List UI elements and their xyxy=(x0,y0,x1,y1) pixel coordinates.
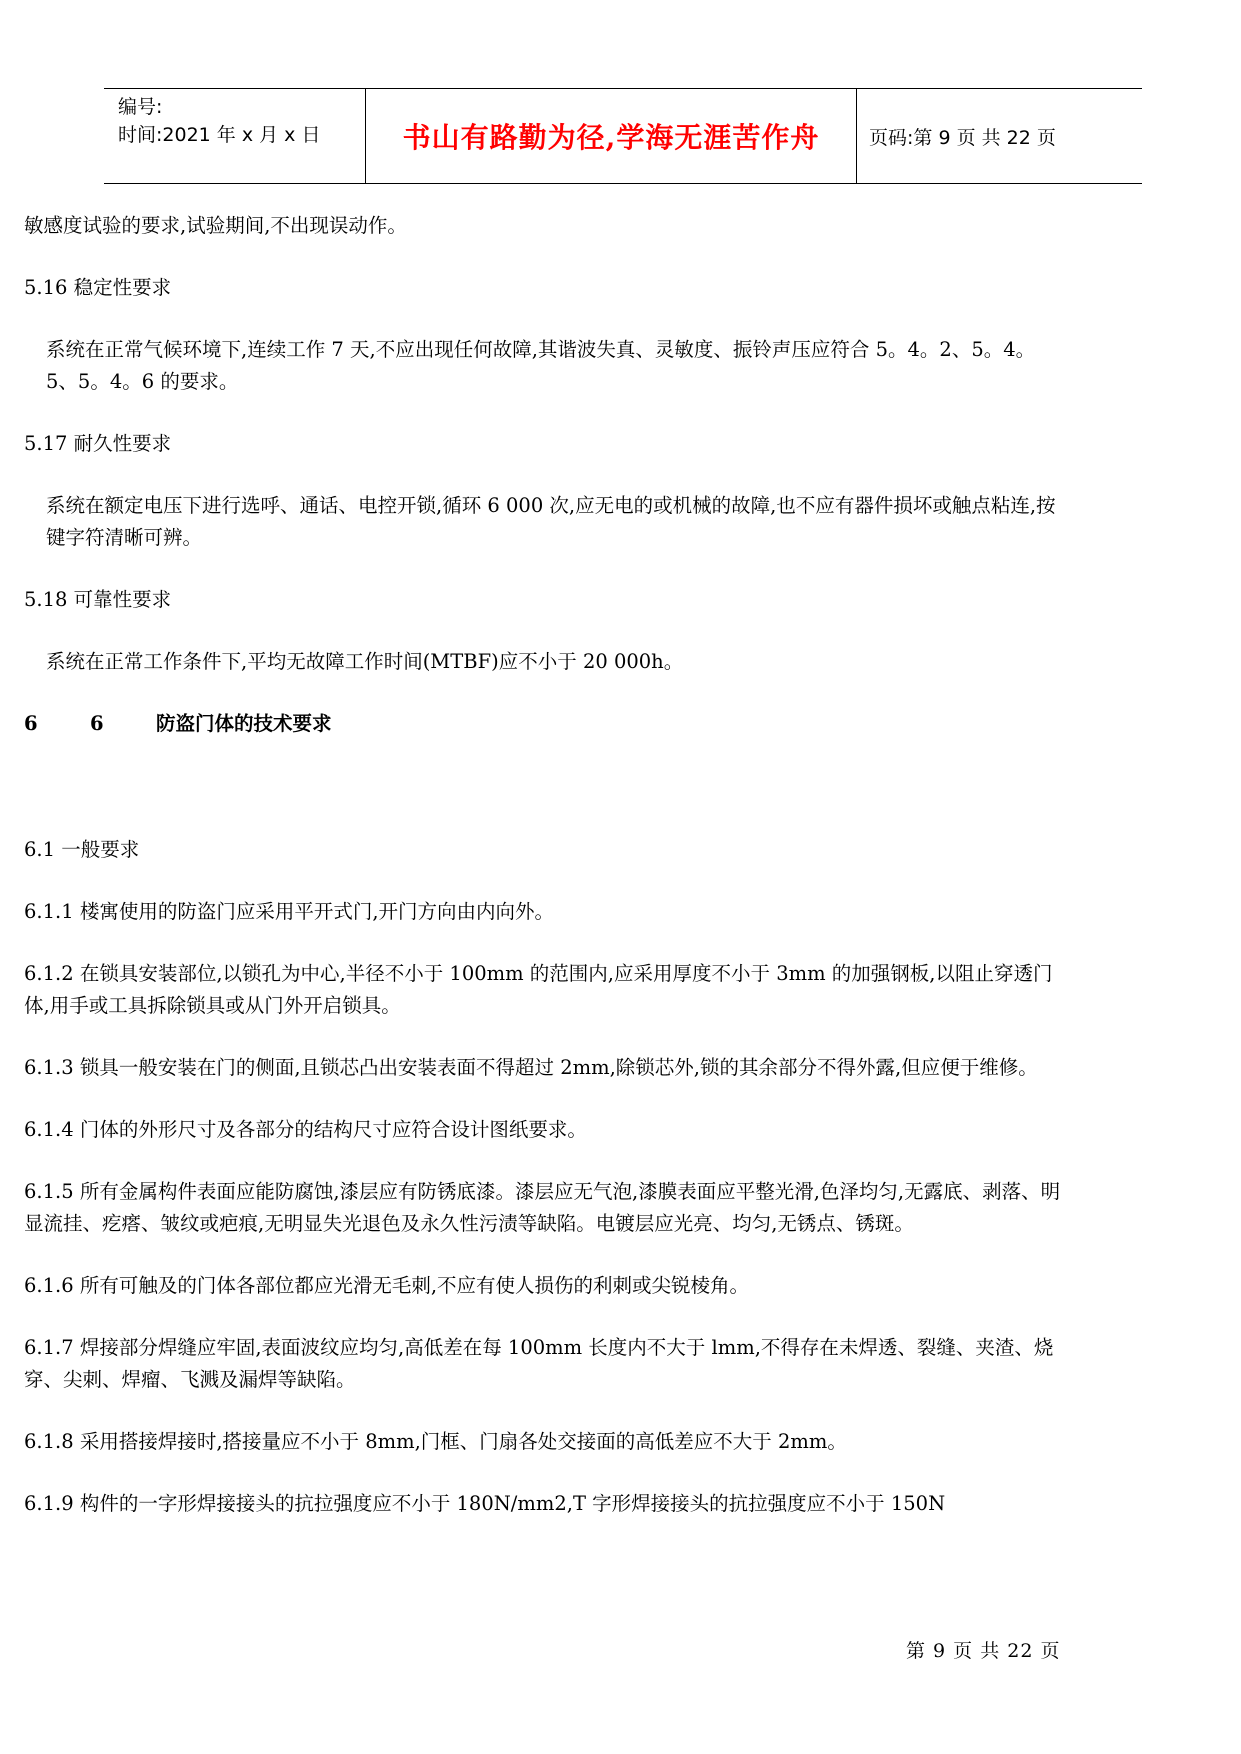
paragraph: 系统在正常气候环境下,连续工作 7 天,不应出现任何故障,其谐波失真、灵敏度、振铃声压应符合 5。4。2、5。4。5、5。4。6 的要求。 xyxy=(46,338,1036,393)
clause: 6.1.4 门体的外形尺寸及各部分的结构尺寸应符合设计图纸要求。 xyxy=(24,1118,587,1141)
clause: 6.1.3 锁具一般安装在门的侧面,且锁芯凸出安装表面不得超过 2mm,除锁芯外,锁的其余部分不得外露,但应便于维修。 xyxy=(24,1056,1038,1079)
clause: 6.1.8 采用搭接焊接时,搭接量应不小于 8mm,门框、门扇各处交接面的高低差应不大于 2mm。 xyxy=(24,1430,847,1453)
chapter-number: 6 xyxy=(24,712,38,735)
clause: 6.1.1 楼寓使用的防盗门应采用平开式门,开门方向由内向外。 xyxy=(24,900,555,923)
section-title: 5.16 稳定性要求 xyxy=(24,276,172,299)
section-title: 5.18 可靠性要求 xyxy=(24,588,172,611)
section-title: 5.17 耐久性要求 xyxy=(24,432,172,455)
document-number-label: 编号: xyxy=(118,96,163,118)
document-time-label: 时间:2021 年 x 月 x 日 xyxy=(118,124,321,146)
header-motto: 书山有路勤为径,学海无涯苦作舟 xyxy=(366,89,857,183)
paragraph: 敏感度试验的要求,试验期间,不出现误动作。 xyxy=(24,214,407,237)
page-header xyxy=(104,88,1142,184)
header-meta xyxy=(104,89,366,183)
chapter-subnumber: 6 xyxy=(90,712,104,735)
clause: 6.1.2 在锁具安装部位,以锁孔为中心,半径不小于 100mm 的范围内,应采用厚度不小于 3mm 的加强钢板,以阻止穿透门体,用手或工具拆除锁具或从门外开启锁具。 xyxy=(24,962,1053,1017)
header-page-info: 页码:第 9 页 共 22 页 xyxy=(869,126,1056,149)
clause: 6.1.6 所有可触及的门体各部位都应光滑无毛刺,不应有使人损伤的利刺或尖锐棱角。 xyxy=(24,1274,750,1297)
page-footer: 第 9 页 共 22 页 xyxy=(906,1640,1061,1662)
chapter-title: 防盗门体的技术要求 xyxy=(156,712,332,735)
section-title: 6.1 一般要求 xyxy=(24,838,140,861)
clause: 6.1.9 构件的一字形焊接接头的抗拉强度应不小于 180N/mm2,T 字形焊接接头的抗拉强度应不小于 150N xyxy=(24,1492,946,1515)
clause: 6.1.5 所有金属构件表面应能防腐蚀,漆层应有防锈底漆。漆层应无气泡,漆膜表面应平整光滑,色泽均匀,无露底、剥落、明显流挂、疙瘩、皱纹或疤痕,无明显失光退色及永久性污渍等缺陷。电镀层应光亮、均匀,无锈点、锈斑。 xyxy=(24,1180,1061,1235)
clause: 6.1.7 焊接部分焊缝应牢固,表面波纹应均匀,高低差在每 100mm 长度内不大于 lmm,不得存在未焊透、裂缝、夹渣、烧穿、尖刺、焊瘤、飞溅及漏焊等缺陷。 xyxy=(24,1336,1054,1391)
paragraph: 系统在额定电压下进行选呼、通话、电控开锁,循环 6 000 次,应无电的或机械的故障,也不应有器件损坏或触点粘连,按键字符清晰可辨。 xyxy=(46,494,1056,549)
chapter-heading xyxy=(24,708,1064,740)
document-body xyxy=(24,210,1064,1550)
paragraph: 系统在正常工作条件下,平均无故障工作时间(MTBF)应不小于 20 000h。 xyxy=(46,650,684,673)
